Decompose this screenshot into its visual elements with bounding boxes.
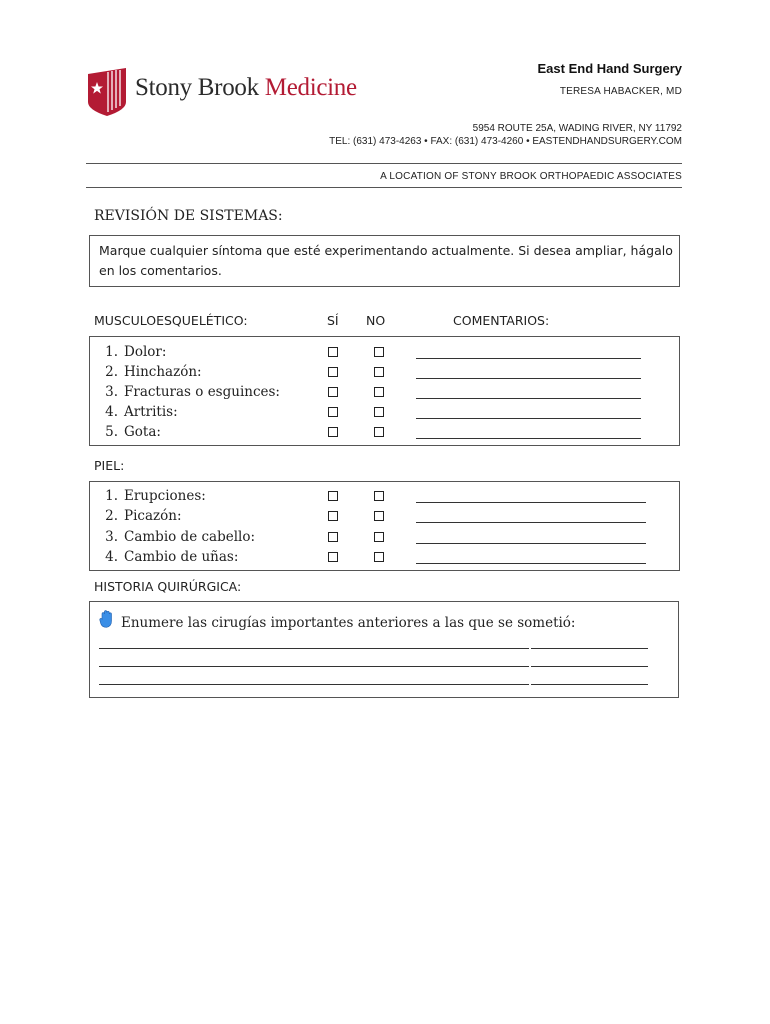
skin-section-label: PIEL: xyxy=(94,458,125,473)
surgical-prompt: Enumere las cirugías importantes anteriores a las que se sometió: xyxy=(121,615,576,631)
musculo-gota-no-checkbox[interactable] xyxy=(374,427,384,437)
skin-picazon-no-checkbox[interactable] xyxy=(374,511,384,521)
header-divider-top xyxy=(86,163,682,164)
musculo-item-gota: 5. Gota: xyxy=(105,424,161,440)
musculo-fracturas-no-checkbox[interactable] xyxy=(374,387,384,397)
skin-item-cabello: 3. Cambio de cabello: xyxy=(105,529,256,545)
brand-name: Stony Brook xyxy=(135,74,259,101)
skin-cabello-comment-field[interactable] xyxy=(416,543,646,544)
brand-accent: Medicine xyxy=(264,74,357,101)
skin-cabello-yes-checkbox[interactable] xyxy=(328,532,338,542)
surgical-section-label: HISTORIA QUIRÚRGICA: xyxy=(94,579,242,594)
skin-picazon-yes-checkbox[interactable] xyxy=(328,511,338,521)
surgery-entry-line-3[interactable] xyxy=(99,684,529,685)
musculo-section-label: MUSCULOESQUELÉTICO: xyxy=(94,313,248,328)
skin-unas-no-checkbox[interactable] xyxy=(374,552,384,562)
musculo-hinchazon-no-checkbox[interactable] xyxy=(374,367,384,377)
comments-column-header: COMENTARIOS: xyxy=(453,313,550,328)
musculo-fracturas-comment-field[interactable] xyxy=(416,398,641,399)
contact-line: TEL: (631) 473-4263 • FAX: (631) 473-4260 • EASTENDHANDSURGERY.COM xyxy=(329,136,682,147)
skin-picazon-comment-field[interactable] xyxy=(416,522,646,523)
musculo-item-fracturas: 3. Fracturas o esguinces: xyxy=(105,384,280,400)
musculo-gota-comment-field[interactable] xyxy=(416,438,641,439)
musculo-item-artritis: 4. Artritis: xyxy=(105,404,178,420)
musculo-fracturas-yes-checkbox[interactable] xyxy=(328,387,338,397)
skin-item-erupciones: 1. Erupciones: xyxy=(105,488,206,504)
musculo-artritis-comment-field[interactable] xyxy=(416,418,641,419)
address-line: 5954 ROUTE 25A, WADING RIVER, NY 11792 xyxy=(472,123,682,134)
hand-icon xyxy=(99,610,113,628)
skin-item-unas: 4. Cambio de uñas: xyxy=(105,549,239,565)
brand-wordmark xyxy=(135,74,357,102)
skin-item-picazon: 2. Picazón: xyxy=(105,508,182,524)
skin-erupciones-no-checkbox[interactable] xyxy=(374,491,384,501)
surgery-date-line-3[interactable] xyxy=(531,684,648,685)
musculo-dolor-comment-field[interactable] xyxy=(416,358,641,359)
doctor-name: TERESA HABACKER, MD xyxy=(559,86,682,97)
skin-erupciones-yes-checkbox[interactable] xyxy=(328,491,338,501)
header-divider-bottom xyxy=(86,187,682,188)
surgery-entry-line-1[interactable] xyxy=(99,648,529,649)
no-column-header: NO xyxy=(366,313,386,328)
instructions-text: Marque cualquier síntoma que esté experimentando actualmente. Si desea ampliar, hágalo en los comentarios. xyxy=(99,243,673,278)
skin-unas-comment-field[interactable] xyxy=(416,563,646,564)
musculo-artritis-no-checkbox[interactable] xyxy=(374,407,384,417)
skin-erupciones-comment-field[interactable] xyxy=(416,502,646,503)
skin-unas-yes-checkbox[interactable] xyxy=(328,552,338,562)
surgery-date-line-2[interactable] xyxy=(531,666,648,667)
practice-name: East End Hand Surgery xyxy=(537,61,682,76)
musculo-dolor-no-checkbox[interactable] xyxy=(374,347,384,357)
musculo-artritis-yes-checkbox[interactable] xyxy=(328,407,338,417)
form-title: REVISIÓN DE SISTEMAS: xyxy=(94,208,283,224)
surgery-date-line-1[interactable] xyxy=(531,648,648,649)
stony-brook-shield-logo xyxy=(86,68,128,116)
skin-cabello-no-checkbox[interactable] xyxy=(374,532,384,542)
musculo-item-dolor: 1. Dolor: xyxy=(105,344,167,360)
musculo-hinchazon-comment-field[interactable] xyxy=(416,378,641,379)
musculo-gota-yes-checkbox[interactable] xyxy=(328,427,338,437)
location-note: A LOCATION OF STONY BROOK ORTHOPAEDIC ASSOCIATES xyxy=(380,171,682,182)
musculo-item-hinchazon: 2. Hinchazón: xyxy=(105,364,202,380)
musculo-dolor-yes-checkbox[interactable] xyxy=(328,347,338,357)
surgery-entry-line-2[interactable] xyxy=(99,666,529,667)
yes-column-header: SÍ xyxy=(327,313,339,328)
musculo-hinchazon-yes-checkbox[interactable] xyxy=(328,367,338,377)
